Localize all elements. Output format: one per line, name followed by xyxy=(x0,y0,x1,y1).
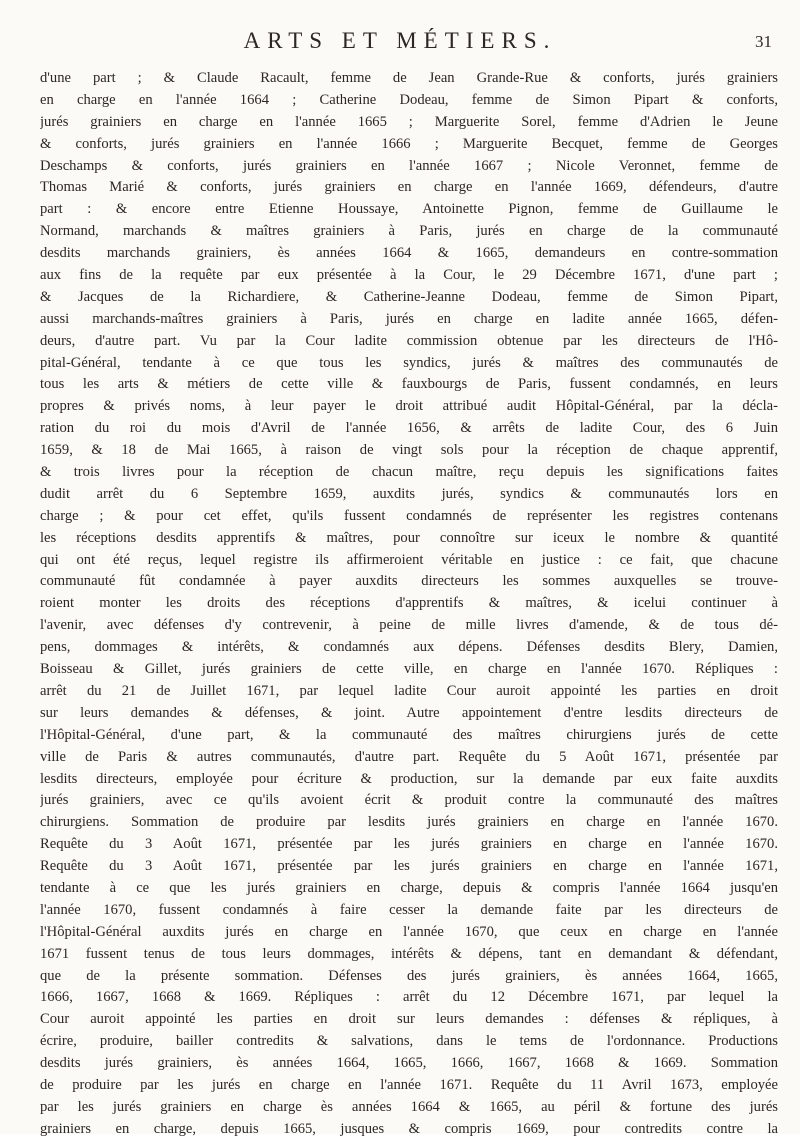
text-line: charge ; & pour cet effet, qu'ils fussent condamnés de représenter les registres contenans xyxy=(40,507,778,524)
text-line: pital-Général, tendante à ce que tous les syndics, jurés & maîtres des communautés de xyxy=(40,354,778,371)
text-line: aux fins de la requête par eux présentée à la Cour, le 29 Décembre 1671, d'une part ; xyxy=(40,267,778,284)
text-line: chirurgiens. Sommation de produire par lesdits jurés grainiers en charge en l'année 1670. xyxy=(40,814,778,831)
text-line: que de la présente sommation. Défenses des jurés grainiers, ès années 1664, 1665, xyxy=(40,967,778,984)
text-line: l'Hôpital-Général auxdits jurés en charge en l'année 1670, que ceux en charge en l'année xyxy=(40,923,778,940)
text-line: desdits jurés grainiers, ès années 1664, 1665, 1666, 1667, 1668 & 1669. Sommation xyxy=(40,1055,778,1072)
text-line: & Jacques de la Richardiere, & Catherine-Jeanne Dodeau, femme de Simon Pipart, xyxy=(40,288,778,305)
page-number: 31 xyxy=(755,32,772,51)
text-line: Requête du 3 Août 1671, présentée par les jurés grainiers en charge en l'année 1670. xyxy=(40,836,778,853)
text-line: en charge en l'année 1664 ; Catherine Dodeau, femme de Simon Pipart & conforts, xyxy=(40,91,778,108)
text-line: 1659, & 18 de Mai 1665, à raison de vingt sols pour la réception de chaque apprentif, xyxy=(40,442,778,459)
text-line: l'Hôpital-Général, d'une part, & la communauté des maîtres chirurgiens jurés de cette xyxy=(40,726,778,743)
text-line: l'année 1670, fussent condamnés à faire cesser la demande faite par les directeurs de xyxy=(40,901,778,918)
text-line: sur leurs demandes & défenses, & joint. Autre appointement d'entre lesdits directeurs de xyxy=(40,704,778,721)
text-line: jurés grainiers, avec ce qu'ils avoient écrit & produit contre la communauté des maîtres xyxy=(40,792,778,809)
text-line: & trois livres pour la réception de chacun maître, reçu depuis les significations faites xyxy=(40,464,778,481)
text-line: part : & encore entre Etienne Houssaye, Antoinette Pignon, femme de Guillaume le xyxy=(40,201,778,218)
text-line: Normand, marchands & maîtres grainiers à Paris, jurés en charge de la communauté xyxy=(40,223,778,240)
body-text xyxy=(40,68,778,1141)
running-head xyxy=(0,28,800,58)
text-line: propres & privés noms, à leur payer le droit attribué audit Hôpital-Général, par la décla- xyxy=(40,398,778,415)
text-line: deurs, d'autre part. Vu par la Cour ladite commission obtenue par les directeurs de l'Hô- xyxy=(40,332,778,349)
text-line: jurés grainiers en charge en l'année 1665 ; Marguerite Sorel, femme d'Adrien le Jeune xyxy=(40,113,778,130)
text-line: de produire par les jurés en charge en l'année 1671. Requête du 11 Avril 1673, employée xyxy=(40,1076,778,1093)
text-line: communauté fût condamnée à payer auxdits directeurs les sommes auxquelles se trouve- xyxy=(40,573,778,590)
text-line: pens, dommages & intérêts, & condamnés aux dépens. Défenses desdits Blery, Damien, xyxy=(40,639,778,656)
text-line: desdits marchands grainiers, ès années 1664 & 1665, demandeurs en contre-sommation xyxy=(40,245,778,262)
text-line: écrire, produire, bailler contredits & salvations, dans le tems de l'ordonnance. Productions xyxy=(40,1033,778,1050)
text-line: Requête du 3 Août 1671, présentée par les jurés grainiers en charge en l'année 1671, xyxy=(40,858,778,875)
text-line: qui ont été reçus, lequel registre ils affirmeroient véritable en justice : ce fait, que chacune xyxy=(40,551,778,568)
running-title: ARTS ET MÉTIERS. xyxy=(243,28,557,53)
text-line: aussi marchands-maîtres grainiers à Paris, jurés en charge en ladite année 1665, défen- xyxy=(40,310,778,327)
text-line: les réceptions desdits apprentifs & maîtres, pour connoître sur iceux le nombre & quantité xyxy=(40,529,778,546)
text-line: Cour auroit appointé les parties en droit sur leurs demandes : défenses & répliques, à xyxy=(40,1011,778,1028)
text-line: ville de Paris & autres communautés, d'autre part. Requête du 5 Août 1671, présentée par xyxy=(40,748,778,765)
text-line: dudit arrêt du 6 Septembre 1659, auxdits jurés, syndics & communautés lors en xyxy=(40,485,778,502)
text-line: arrêt du 21 de Juillet 1671, par lequel ladite Cour auroit appointé les parties en droit xyxy=(40,682,778,699)
text-line: Deschamps & conforts, jurés grainiers en l'année 1667 ; Nicole Veronnet, femme de xyxy=(40,157,778,174)
text-line: & conforts, jurés grainiers en l'année 1666 ; Marguerite Becquet, femme de Georges xyxy=(40,135,778,152)
text-line: lesdits directeurs, employée pour écriture & production, sur la demande par eux faite auxdits xyxy=(40,770,778,787)
text-line: Boisseau & Gillet, jurés grainiers de cette ville, en charge en l'année 1670. Répliques : xyxy=(40,661,778,678)
text-line: 1671 fussent tenus de tous leurs dommages, intérêts & dépens, tant en demandant & défendant, xyxy=(40,945,778,962)
text-line: l'avenir, avec défenses d'y contrevenir, à peine de mille livres d'amende, & de tous dé- xyxy=(40,617,778,634)
text-line: ration du roi du mois d'Avril de l'année 1656, & arrêts de ladite Cour, des 6 Juin xyxy=(40,420,778,437)
text-line: grainiers en charge, depuis 1665, jusques & compris 1669, pour contredits contre la xyxy=(40,1120,778,1137)
text-line: Thomas Marié & conforts, jurés grainiers en charge en l'année 1669, défendeurs, d'autre xyxy=(40,179,778,196)
text-line: d'une part ; & Claude Racault, femme de Jean Grande-Rue & conforts, jurés grainiers xyxy=(40,70,778,86)
text-line: roient monter les droits des réceptions d'apprentifs & maîtres, & icelui continuer à xyxy=(40,595,778,612)
text-line: tendante à ce que les jurés grainiers en charge, depuis & compris l'année 1664 jusqu'en xyxy=(40,879,778,896)
text-line: 1666, 1667, 1668 & 1669. Répliques : arrêt du 12 Décembre 1671, par lequel la xyxy=(40,989,778,1006)
text-line: tous les arts & métiers de cette ville & fauxbourgs de Paris, fussent condamnés, en leurs xyxy=(40,376,778,393)
text-line: par les jurés grainiers en charge ès années 1664 & 1665, au péril & fortune des jurés xyxy=(40,1098,778,1115)
